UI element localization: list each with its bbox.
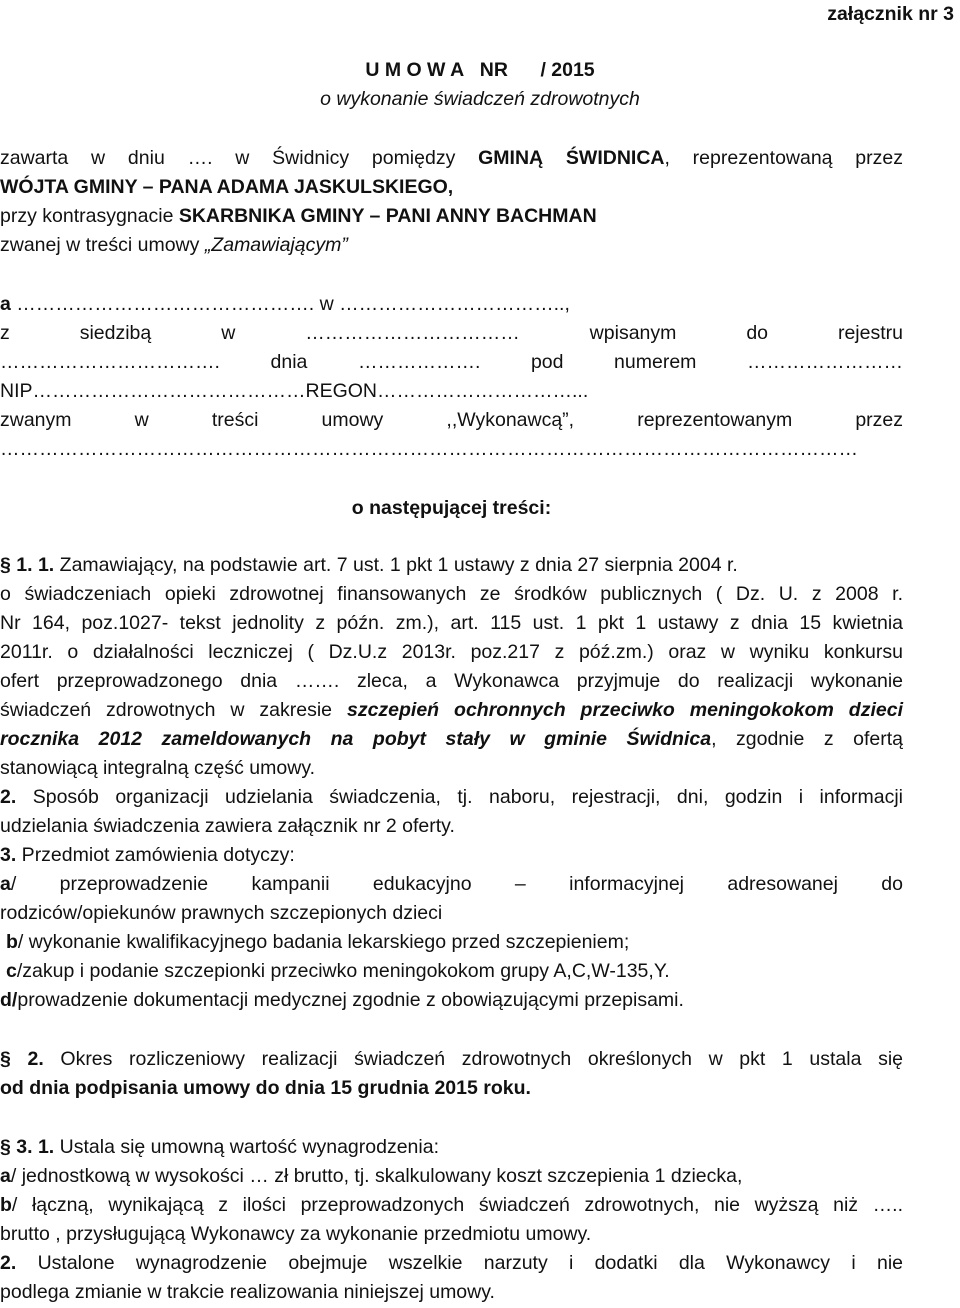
s1-line-8: stanowiącą integralną część umowy. xyxy=(0,757,316,779)
s1-line-7: rocznika 2012 zameldowanych na pobyt stały w gminie Świdnica, zgodnie z ofertą xyxy=(0,728,904,750)
s3-point-2-line-1: 2. Ustalone wynagrodzenie obejmuje wszelkie narzuty i dodatki dla Wykonawcy i nie xyxy=(0,1252,903,1274)
s3-item-a: a/ jednostkową w wysokości … zł brutto, tj. skalkulowany koszt szczepienia 1 dziecka, xyxy=(0,1165,743,1187)
s3-line-1: § 3. 1. Ustala się umowną wartość wynagrodzenia: xyxy=(0,1136,439,1158)
contractor-line-3: ……………………………. dnia ………………. pod numerem …………………… xyxy=(0,351,903,373)
s1-item-d: d/prowadzenie dokumentacji medycznej zgodnie z obowiązującymi przepisami. xyxy=(0,989,684,1011)
s1-point-2-line-1: 2. Sposób organizacji udzielania świadczenia, tj. naboru, rejestracji, dni, godzin i informacji xyxy=(0,786,903,808)
s1-point-3: 3. Przedmiot zamówienia dotyczy: xyxy=(0,844,295,866)
s1-line-2: o świadczeniach opieki zdrowotnej finansowanych ze środków publicznych ( Dz. U. z 2008 r. xyxy=(0,583,903,605)
paragraph-sign: § xyxy=(0,554,11,576)
s1-line-3: Nr 164, poz.1027- tekst jednolity z późn. zm.), art. 115 ust. 1 pkt 1 ustawy z dnia 15 kwietnia xyxy=(0,612,903,634)
paragraph-sign: § xyxy=(0,1136,11,1158)
contractor-line-1: a ………………………………………. w …………………………….., xyxy=(0,293,570,315)
contractor-line-4: NIP……………………………………REGON…………………………... xyxy=(0,380,589,402)
party-line-4: zwanej w treści umowy „Zamawiającym” xyxy=(0,234,348,256)
s1-line-5: ofert przeprowadzonego dnia ……. zleca, a Wykonawca przyjmuje do realizacji wykonanie xyxy=(0,670,903,692)
s3-point-2-line-2: podlega zmianie w trakcie realizowania niniejszej umowy. xyxy=(0,1281,495,1303)
s3-item-b-line-2: brutto , przysługującą Wykonawcy za wykonanie przedmiotu umowy. xyxy=(0,1223,592,1245)
s1-item-b: b/ wykonanie kwalifikacyjnego badania lekarskiego przed szczepieniem; xyxy=(6,931,630,953)
document-title: U M O W A NR / 2015 xyxy=(365,59,595,81)
annex-label: załącznik nr 3 xyxy=(827,3,954,25)
s2-line-1: § 2. Okres rozliczeniowy realizacji świadczeń zdrowotnych określonych w pkt 1 ustala się xyxy=(0,1048,903,1070)
document-subtitle: o wykonanie świadczeń zdrowotnych xyxy=(320,88,640,110)
s1-line-6: świadczeń zdrowotnych w zakresie szczepień ochronnych przeciwko meningokokom dzieci xyxy=(0,699,903,721)
contractor-line-2: z siedzibą w …………………………… wpisanym do rejestru xyxy=(0,322,903,344)
s1-item-c: c/zakup i podanie szczepionki przeciwko meningokokom grupy A,C,W-135,Y. xyxy=(6,960,670,982)
party-line-3: przy kontrasygnacie SKARBNIKA GMINY – PANI ANNY BACHMAN xyxy=(0,205,597,227)
s1-item-a-line-1: a/ przeprowadzenie kampanii edukacyjno – informacyjnej adresowanej do xyxy=(0,873,903,895)
s1-line-1: § 1. 1. Zamawiający, na podstawie art. 7 ust. 1 pkt 1 ustawy z dnia 27 sierpnia 2004 r. xyxy=(0,554,738,576)
contractor-line-5: zwanym w treści umowy ,,Wykonawcą”, reprezentowanym przez xyxy=(0,409,903,431)
s2-line-2: od dnia podpisania umowy do dnia 15 grudnia 2015 roku. xyxy=(0,1077,531,1099)
section-heading: o następującej treści: xyxy=(351,497,552,519)
contractor-line-6: …………………………………………………………………………………………………………………… xyxy=(0,438,858,460)
s3-item-b-line-1: b/ łączną, wynikającą z ilości przeprowadzonych świadczeń zdrowotnych, nie wyższą niż ….. xyxy=(0,1194,903,1216)
party-line-1: zawarta w dniu …. w Świdnicy pomiędzy GMINĄ ŚWIDNICA, reprezentowaną przez xyxy=(0,147,903,169)
s1-point-2-line-2: udzielania świadczenia zawiera załącznik nr 2 oferty. xyxy=(0,815,455,837)
paragraph-sign: § xyxy=(0,1048,11,1070)
s1-line-4: 2011r. o działalności leczniczej ( Dz.U.z 2013r. poz.217 z póź.zm.) oraz w wyniku konkursu xyxy=(0,641,903,663)
party-line-2: WÓJTA GMINY – PANA ADAMA JASKULSKIEGO, xyxy=(0,176,454,198)
s1-item-a-line-2: rodziców/opiekunów prawnych szczepionych dzieci xyxy=(0,902,443,924)
